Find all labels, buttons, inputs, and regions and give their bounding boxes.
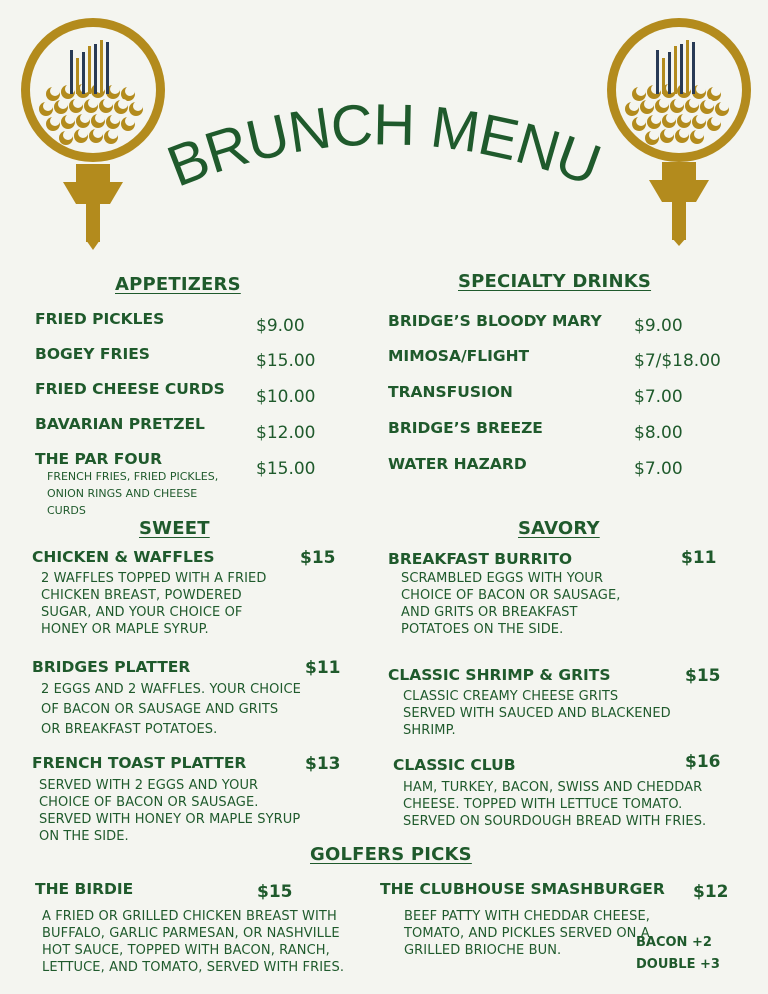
menu-item-description: [404, 908, 650, 959]
desc-line: CHOICE OF BACON OR SAUSAGE.: [39, 795, 259, 810]
savory-heading: SAVORY: [518, 518, 600, 539]
menu-item-description: [401, 570, 621, 638]
svg-text:BRUNCH MENU: [159, 92, 608, 199]
golfers-heading: GOLFERS PICKS: [310, 844, 472, 865]
menu-item-description: [41, 570, 266, 638]
menu-item-name: THE CLUBHOUSE SMASHBURGER: [380, 880, 665, 898]
addon-line: BACON +2: [636, 935, 712, 950]
menu-item-price: $9.00: [634, 316, 683, 336]
desc-line: SERVED WITH SAUCED AND BLACKENED: [403, 706, 671, 721]
menu-item-name: BREAKFAST BURRITO: [388, 550, 573, 568]
menu-title: [0, 0, 768, 260]
menu-item-price: $15: [685, 666, 721, 686]
desc-line: SHRIMP.: [403, 723, 456, 738]
menu-item-price: $7.00: [634, 387, 683, 407]
menu-item-name: TRANSFUSION: [388, 383, 513, 401]
desc-line: POTATOES ON THE SIDE.: [401, 622, 564, 637]
desc-line: BUFFALO, GARLIC PARMESAN, OR NASHVILLE: [42, 926, 340, 941]
menu-item-description: [41, 680, 301, 740]
desc-line: OR BREAKFAST POTATOES.: [41, 722, 218, 737]
menu-item-price: $16: [685, 752, 721, 772]
desc-line: AND GRITS OR BREAKFAST: [401, 605, 578, 620]
desc-line: ONION RINGS AND CHEESE: [47, 487, 198, 500]
menu-item-name: WATER HAZARD: [388, 455, 527, 473]
desc-line: A FRIED OR GRILLED CHICKEN BREAST WITH: [42, 909, 337, 924]
desc-line: CHOICE OF BACON OR SAUSAGE,: [401, 588, 621, 603]
desc-line: CLASSIC CREAMY CHEESE GRITS: [403, 689, 619, 704]
appetizers-heading: APPETIZERS: [115, 274, 241, 295]
menu-item-name: CLASSIC CLUB: [393, 756, 516, 774]
desc-line: SCRAMBLED EGGS WITH YOUR: [401, 571, 604, 586]
desc-line: GRILLED BRIOCHE BUN.: [404, 943, 562, 958]
menu-item-price: $15.00: [256, 459, 316, 479]
menu-item-price: $12.00: [256, 423, 316, 443]
desc-line: TOMATO, AND PICKLES SERVED ON A: [404, 926, 650, 941]
addon-line: DOUBLE +3: [636, 957, 720, 972]
menu-item-name: CHICKEN & WAFFLES: [32, 548, 215, 566]
menu-item-name: BRIDGE’S BLOODY MARY: [388, 312, 602, 330]
menu-item-price: $12: [693, 882, 729, 902]
menu-title-text: BRUNCH MENU: [158, 92, 609, 200]
desc-line: BEEF PATTY WITH CHEDDAR CHEESE,: [404, 909, 651, 924]
menu-item-price: $13: [305, 754, 341, 774]
desc-line: SUGAR, AND YOUR CHOICE OF: [41, 605, 243, 620]
desc-line: LETTUCE, AND TOMATO, SERVED WITH FRIES.: [42, 960, 345, 975]
menu-item-price: $11: [305, 658, 341, 678]
menu-item-price: $7/$18.00: [634, 351, 721, 371]
desc-line: HOT SAUCE, TOPPED WITH BACON, RANCH,: [42, 943, 330, 958]
desc-line: SERVED WITH HONEY OR MAPLE SYRUP: [39, 812, 301, 827]
desc-line: ON THE SIDE.: [39, 829, 129, 844]
desc-line: SERVED WITH 2 EGGS AND YOUR: [39, 778, 259, 793]
menu-item-description: [403, 779, 706, 830]
menu-item-price: $15: [300, 548, 336, 568]
menu-item-price: $7.00: [634, 459, 683, 479]
menu-item-name: BRIDGE’S BREEZE: [388, 419, 543, 437]
menu-item-name: MIMOSA/FLIGHT: [388, 347, 530, 365]
menu-item-description: [403, 688, 671, 739]
desc-line: CHICKEN BREAST, POWDERED: [41, 588, 242, 603]
menu-item-price: $15.00: [256, 351, 316, 371]
menu-item-name: BOGEY FRIES: [35, 345, 150, 363]
menu-item-price: $10.00: [256, 387, 316, 407]
menu-item-name: FRIED CHEESE CURDS: [35, 380, 225, 398]
menu-item-name: THE PAR FOUR: [35, 450, 163, 468]
menu-item-description: [47, 468, 218, 519]
desc-line: HAM, TURKEY, BACON, SWISS AND CHEDDAR: [403, 780, 703, 795]
menu-item-name: FRENCH TOAST PLATTER: [32, 754, 247, 772]
menu-item-name: BAVARIAN PRETZEL: [35, 415, 205, 433]
sweet-heading: SWEET: [139, 518, 210, 539]
menu-item-name: CLASSIC SHRIMP & GRITS: [388, 666, 611, 684]
burger-addons: [636, 932, 720, 976]
menu-item-name: FRIED PICKLES: [35, 310, 165, 328]
desc-line: SERVED ON SOURDOUGH BREAD WITH FRIES.: [403, 814, 707, 829]
desc-line: 2 EGGS AND 2 WAFFLES. YOUR CHOICE: [41, 682, 301, 697]
menu-item-name: THE BIRDIE: [35, 880, 134, 898]
desc-line: OF BACON OR SAUSAGE AND GRITS: [41, 702, 279, 717]
menu-item-price: $9.00: [256, 316, 305, 336]
desc-line: CURDS: [47, 504, 86, 517]
desc-line: CHEESE. TOPPED WITH LETTUCE TOMATO.: [403, 797, 683, 812]
menu-item-price: $11: [681, 548, 717, 568]
menu-item-price: $15: [257, 882, 293, 902]
drinks-heading: SPECIALTY DRINKS: [458, 271, 652, 292]
desc-line: HONEY OR MAPLE SYRUP.: [41, 622, 209, 637]
menu-item-name: BRIDGES PLATTER: [32, 658, 191, 676]
menu-item-description: [42, 908, 344, 976]
menu-item-description: [39, 777, 300, 845]
menu-item-price: $8.00: [634, 423, 683, 443]
desc-line: 2 WAFFLES TOPPED WITH A FRIED: [41, 571, 267, 586]
desc-line: FRENCH FRIES, FRIED PICKLES,: [47, 470, 219, 483]
